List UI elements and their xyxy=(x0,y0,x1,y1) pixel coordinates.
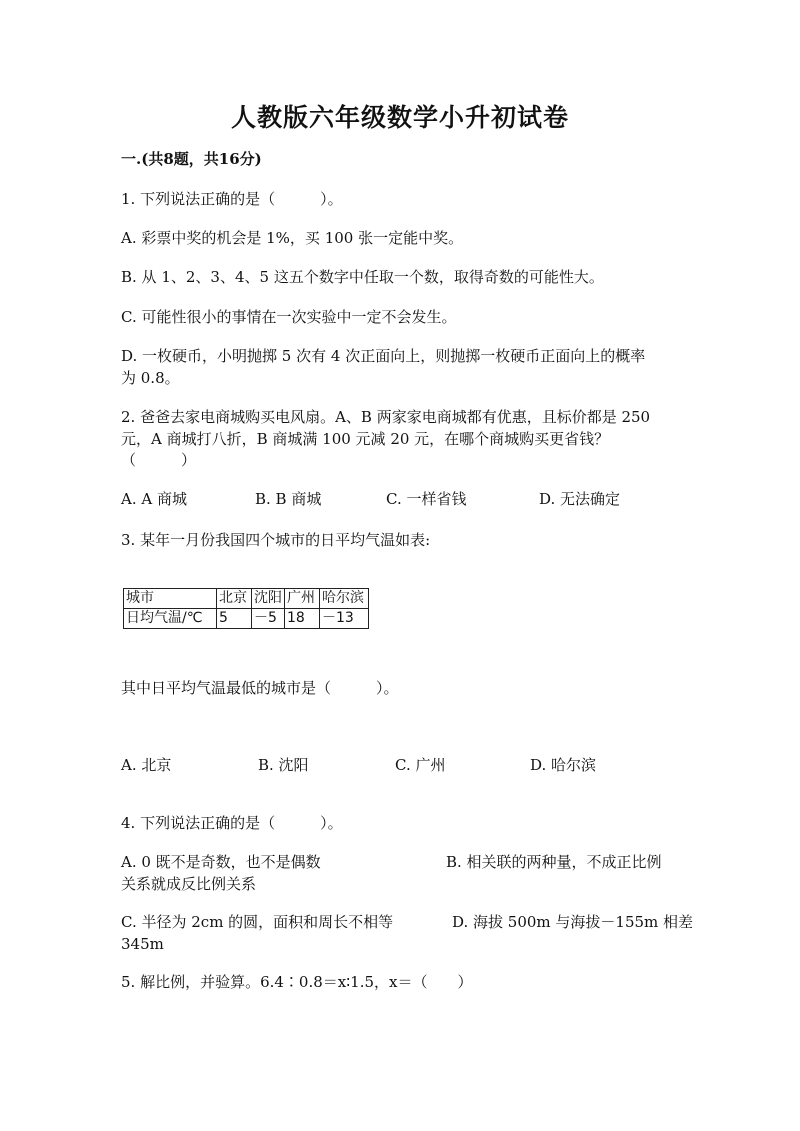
q3-question: 其中日平均气温最低的城市是（ ）。 xyxy=(121,679,399,697)
section-heading: 一.(共8题，共16分) xyxy=(121,150,262,168)
table-cell: 5 xyxy=(217,609,252,629)
q2-stem-line3: （ ） xyxy=(121,451,197,469)
q2-stem-line2: 元，A 商城打八折，B 商城满 100 元减 20 元，在哪个商城购买更省钱？ xyxy=(121,430,610,448)
table-cell: －5 xyxy=(252,609,285,629)
q3-stem: 3. 某年一月份我国四个城市的日平均气温如表: xyxy=(121,531,431,549)
q4-option-d-line1: D. 海拔 500m 与海拔－155m 相差 xyxy=(452,913,694,931)
temperature-table xyxy=(123,588,369,629)
q4-option-b-line1: B. 相关联的两种量，不成正比例 xyxy=(446,853,662,871)
q2-option-d: D. 无法确定 xyxy=(539,490,621,508)
q4-stem: 4. 下列说法正确的是（ ）。 xyxy=(121,814,343,832)
q3-option-d: D. 哈尔滨 xyxy=(530,756,597,774)
table-cell: 18 xyxy=(285,609,320,629)
q1-option-d-line1: D. 一枚硬币，小明抛掷 5 次有 4 次正面向上，则抛掷一枚硬币正面向上的概率 xyxy=(121,347,646,365)
q5-stem: 5. 解比例，并验算。6.4∶0.8＝x∶1.5，x＝（ ） xyxy=(121,973,473,991)
q3-option-c: C. 广州 xyxy=(395,756,446,774)
q1-option-b: B. 从 1、2、3、4、5 这五个数字中任取一个数，取得奇数的可能性大。 xyxy=(121,268,604,286)
q2-option-a: A. A 商城 xyxy=(121,490,187,508)
q2-option-c: C. 一样省钱 xyxy=(386,490,467,508)
q4-option-d-line2: 345m xyxy=(121,935,164,953)
q4-option-b-line2: 关系就成反比例关系 xyxy=(121,875,257,893)
table-cell: 日均气温/℃ xyxy=(124,609,217,629)
table-header-cell: 沈阳 xyxy=(252,589,285,609)
q1-option-c: C. 可能性很小的事情在一次实验中一定不会发生。 xyxy=(121,308,457,326)
q2-stem-line1: 2. 爸爸去家电商城购买电风扇。A、B 两家家电商城都有优惠，且标价都是 250 xyxy=(121,408,651,426)
q1-option-a: A. 彩票中奖的机会是 1%，买 100 张一定能中奖。 xyxy=(121,229,464,247)
table-header-cell: 北京 xyxy=(217,589,252,609)
q4-option-a: A. 0 既不是奇数，也不是偶数 xyxy=(121,853,321,871)
table-header-cell: 广州 xyxy=(285,589,320,609)
q3-option-b: B. 沈阳 xyxy=(258,756,309,774)
table-row xyxy=(124,609,369,629)
table-cell: －13 xyxy=(320,609,369,629)
q3-option-a: A. 北京 xyxy=(121,756,172,774)
q1-option-d-line2: 为 0.8。 xyxy=(121,369,180,387)
table-row xyxy=(124,589,369,609)
table-header-cell: 城市 xyxy=(124,589,217,609)
table-header-cell: 哈尔滨 xyxy=(320,589,369,609)
q4-option-c: C. 半径为 2cm 的圆，面积和周长不相等 xyxy=(121,913,394,931)
page-title: 人教版六年级数学小升初试卷 xyxy=(230,103,569,132)
q1-stem: 1. 下列说法正确的是（ ）。 xyxy=(121,190,343,208)
q2-option-b: B. B 商城 xyxy=(255,490,322,508)
